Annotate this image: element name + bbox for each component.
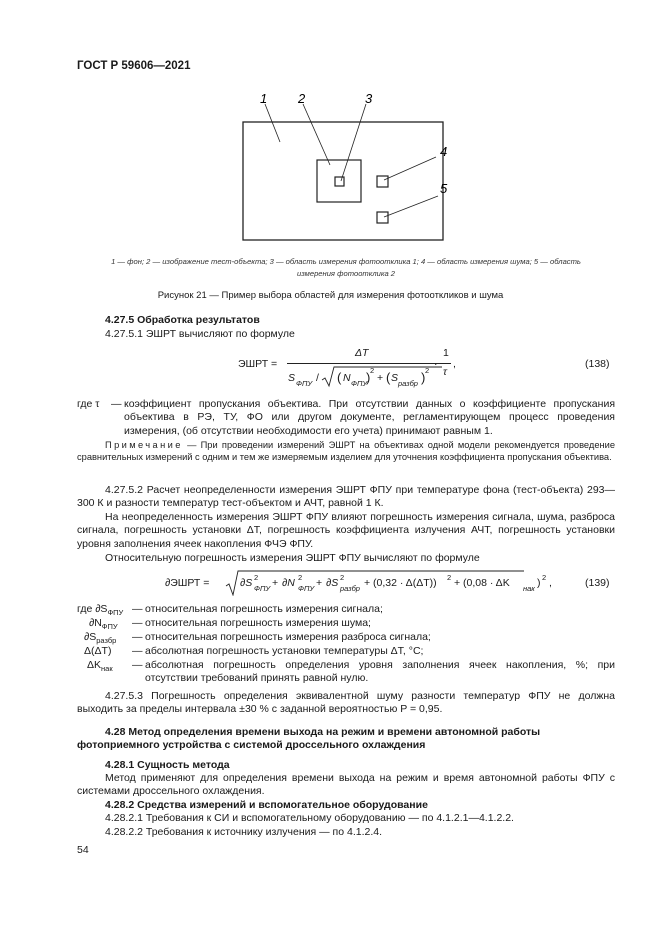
- eq139-number: (139): [585, 577, 610, 589]
- section-heading-4-28-1: 4.28.1 Сущность метода: [105, 759, 230, 771]
- eq138-den-n: N: [343, 372, 351, 384]
- photoresponse-area-2: [377, 212, 388, 223]
- leader-line-4: [384, 157, 436, 180]
- eq138-exp-1: 2: [370, 366, 375, 375]
- definition-item: $\partial N_{ФПУ}$ — относительная погрешность измерения шума;: [89, 617, 371, 632]
- eq139-t2-sub: ФПУ: [298, 584, 315, 593]
- equation-138: ЭШРТ = ΔT S ФПУ / ( N ФПУ ) 2 + ( S разбр ) 2 · 1 τ , (138): [238, 347, 610, 388]
- eq138-number: (138): [585, 358, 610, 370]
- definitions-list: [77, 603, 615, 687]
- definition-item: $\partial S_{разбр}$ — относительная погрешность измерения разброса сигнала;: [84, 631, 431, 646]
- figure-legend-line-1: 1 — фон; 2 — изображение тест-объекта; 3 — область измерения фотоотклика 1; 4 — область измерения шума; 5 — область: [111, 257, 581, 266]
- eq139-c2-sub: нак: [523, 584, 535, 593]
- paragraph-4-28-2-1: 4.28.2.1 Требования к СИ и вспомогательному оборудованию — по 4.1.2.1—4.1.2.2.: [105, 812, 514, 824]
- eq139-comma: ,: [549, 577, 552, 589]
- test-object-image: [317, 160, 361, 202]
- leader-line-1: [265, 104, 280, 142]
- callout-5: 5: [440, 181, 448, 196]
- eq139-t2: ∂N: [282, 577, 295, 589]
- noise-area: [377, 176, 388, 187]
- callout-1: 1: [260, 91, 268, 106]
- eq138-tau-bar: [441, 363, 451, 364]
- eq138-numerator: ΔT: [355, 347, 369, 359]
- section-heading-4-27-5: 4.27.5 Обработка результатов: [105, 314, 260, 326]
- paragraph-uncertainty-factors: На неопределенность измерения ЭШРТ ФПУ влияют погрешность измерения сигнала, шума, разброса сигнала, погрешность установки ΔТ, погрешность коэффициента излучения АЧТ, погрешность установки уровня заполнения ячеек накопления ФЧЭ ФПУ.: [77, 511, 615, 550]
- eq138-fraction-bar: [287, 363, 444, 364]
- photoresponse-area-1: [335, 177, 344, 186]
- paragraph-4-28-2-2: 4.28.2.2 Требования к источнику излучения — по 4.1.2.4.: [105, 826, 383, 838]
- definition-item: $\Delta K_{нак}$ — абсолютная погрешность определения уровня заполнения ячеек накопления, %; при отсутствии требований принять равной нулю.: [87, 659, 615, 685]
- leader-line-2: [303, 104, 330, 165]
- eq138-den-s: S: [288, 372, 296, 384]
- figure-legend: [78, 256, 614, 280]
- definition-item: где $\partial S_{ФПУ}$ — относительная погрешность измерения сигнала;: [77, 603, 383, 618]
- eq138-den-s2-sub: разбр: [398, 379, 418, 388]
- eq138-den-plus: +: [377, 372, 384, 384]
- paragraph-relative-error-formula: Относительную погрешность измерения ЭШРТ ФПУ вычисляют по формуле: [105, 552, 480, 564]
- paragraph-4-27-5-3: 4.27.5.3 Погрешность определения эквивалентной шуму разности температур ФПУ не должна выходить за пределы интервала ±30 % с заданной вероятностью P = 0,95.: [77, 690, 615, 716]
- eq139-c2: (0,08 · ΔK: [463, 577, 510, 589]
- where-tau-symbol: где τ: [77, 398, 100, 410]
- section-heading-4-28-line-2: фотоприемного устройства с системой дроссельного охлаждения: [77, 739, 426, 751]
- eq138-comma: ,: [453, 358, 456, 370]
- eq139-t3: ∂S: [326, 577, 339, 589]
- paragraph-4-27-5-1: 4.27.5.1 ЭШРТ вычисляют по формуле: [105, 328, 295, 340]
- eq138-tau: τ: [443, 366, 447, 378]
- callout-4: 4: [440, 144, 448, 159]
- eq139-t3-sub: разбр: [340, 584, 360, 593]
- note: [77, 439, 615, 464]
- eq138-exp-2: 2: [425, 366, 430, 375]
- callout-3: 3: [365, 91, 373, 106]
- eq138-den-s2: S: [391, 372, 399, 384]
- section-heading-4-28-line-1: 4.28 Метод определения времени выхода на режим и времени автономной работы: [105, 726, 541, 738]
- eq139-c1: (0,32 · Δ(ΔT)): [373, 577, 437, 589]
- paragraph-4-27-5-2: 4.27.5.2 Расчет неопределенности измерения ЭШРТ ФПУ при температуре фона (тест-объекта) 293—300 К и разности температур тест-объектом и АЧТ, равной 1 К.: [77, 484, 615, 510]
- eq139-t1: ∂S: [240, 577, 253, 589]
- eq138-lhs: ЭШРТ =: [238, 358, 278, 370]
- eq138-den-slash: /: [316, 372, 319, 384]
- leader-line-5: [384, 196, 438, 217]
- definition-item: Δ(ΔT) — абсолютная погрешность установки температуры ΔT, °С;: [84, 645, 424, 657]
- page-number: 54: [77, 844, 89, 856]
- note-text: — При проведении измерений ЭШРТ на объективах одной модели рекомендуется проведение сравнительных измерений с одним и тем же измеряемым изделием для уточнения коэффициента пропускания объектива.: [77, 440, 615, 463]
- paragraph-4-28-1: Метод применяют для определения времени выхода на режим и время автономной работы ФПУ с системами дроссельного охлаждения.: [77, 772, 615, 798]
- background-region: [243, 122, 443, 240]
- document-header: ГОСТ Р 59606—2021: [77, 60, 191, 72]
- note-label: Примечание: [105, 440, 183, 450]
- figure-21: [0, 0, 661, 260]
- figure-legend-line-2: измерения фотоотклика 2: [296, 269, 395, 278]
- eq139-t1-sub: ФПУ: [254, 584, 271, 593]
- figure-caption: Рисунок 21 — Пример выбора областей для измерения фотооткликов и шума: [157, 290, 504, 301]
- where-tau-text: коэффициент пропускания объектива. При отсутствии данных о коэффициенте пропускания объектива в РЭ, ТУ, ФО или другом документе, регламентирующем процесс проведения измерения, (об отсутствии необходимости его учета) принимают равным 1.: [124, 398, 615, 437]
- where-tau-dash: —: [111, 398, 122, 410]
- eq139-lhs: ∂ЭШРТ =: [165, 577, 210, 589]
- equation-139: ∂ЭШРТ = ∂S 2 ФПУ + ∂N 2 ФПУ + ∂S 2 разбр + (0,32 · Δ(ΔT)) 2 + (0,08 · ΔK нак ) 2 , (139): [0, 570, 661, 600]
- eq138-den-s-sub: ФПУ: [296, 379, 313, 388]
- eq138-den-n-sub: ФПУ: [351, 379, 368, 388]
- eq138-dot: ·: [434, 358, 438, 370]
- callout-2: 2: [298, 91, 306, 106]
- eq138-one: 1: [443, 347, 449, 359]
- leader-line-3: [341, 104, 366, 181]
- section-heading-4-28-2: 4.28.2 Средства измерений и вспомогательное оборудование: [105, 799, 428, 811]
